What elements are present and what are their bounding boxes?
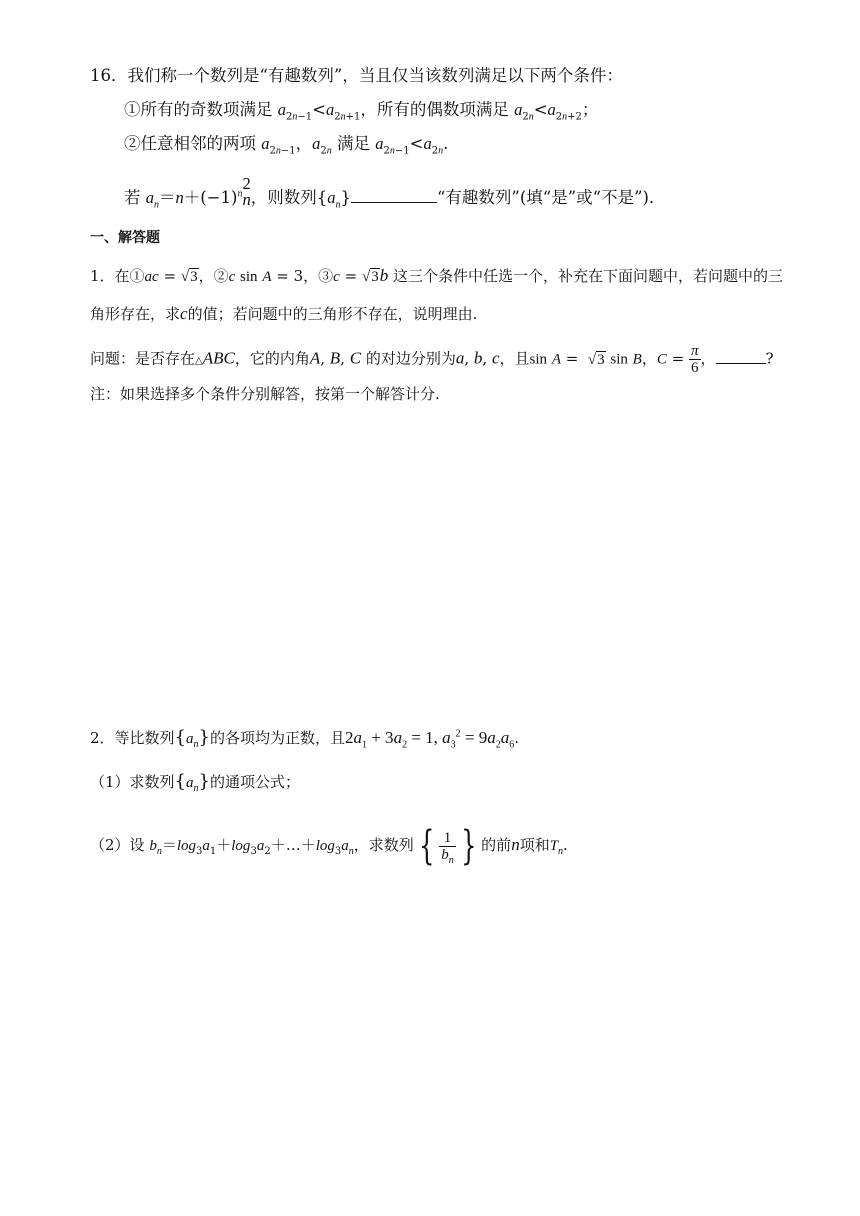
- q2-part2: （2）设 $b_n=\log_3a_1+\log_3a_2+\dots+\log_3a_n$，求数列 { $\frac{1}{b_n}$ } 的前n项和$T_n$.: [90, 823, 568, 869]
- q16-condition-1: ①所有的奇数项满足 $a_{2n-1}<a_{2n+1}$，所有的偶数项满足 $a_{2n}<a_{2n+2}$；: [124, 100, 599, 123]
- q16-condition-2: ②任意相邻的两项 $a_{2n-1}$，$a_{2n}$ 满足 $a_{2n-1}<a_{2n}$.: [124, 134, 449, 157]
- q2-stem: 2．等比数列$\{a_n\}$的各项均为正数，且$2a_1 + 3a_2 = 1$, $a_3^2 = 9a_2a_6$.: [90, 727, 520, 751]
- q1-line2: 角形存在，求c的值；若问题中的三角形不存在，说明理由.: [90, 304, 478, 323]
- section-title: 一、解答题: [90, 230, 160, 246]
- q16-formula-line: 若 $a_n=n+(-1)^n$ 2 n ，则数列$\{a_n\}$ “有趣数列”(填“是”或“不是”)．: [124, 174, 666, 211]
- q16-stem: 16．我们称一个数列是“有趣数列”，当且仅当该数列满足以下两个条件：: [90, 66, 623, 85]
- q1-note: 注：如果选择多个条件分别解答，按第一个解答计分.: [90, 385, 440, 403]
- q1-problem: 问题：是否存在△ABC，它的内角A, B, C 的对边分别为a, b, c，且sin A = √3 sin B，C = $\frac{\pi}{6}$ ， ?: [90, 343, 774, 376]
- q1-stem: 1．在①ac = √3，②c sin A = 3，③c = √3b 这三个条件中任选一个，补充在下面问题中，若问题中的三: [90, 266, 783, 285]
- q16-answer-blank[interactable]: [351, 188, 437, 203]
- q2-part1: （1）求数列$\{a_n\}$的通项公式；: [90, 771, 300, 794]
- q1-condition-blank[interactable]: [716, 349, 766, 364]
